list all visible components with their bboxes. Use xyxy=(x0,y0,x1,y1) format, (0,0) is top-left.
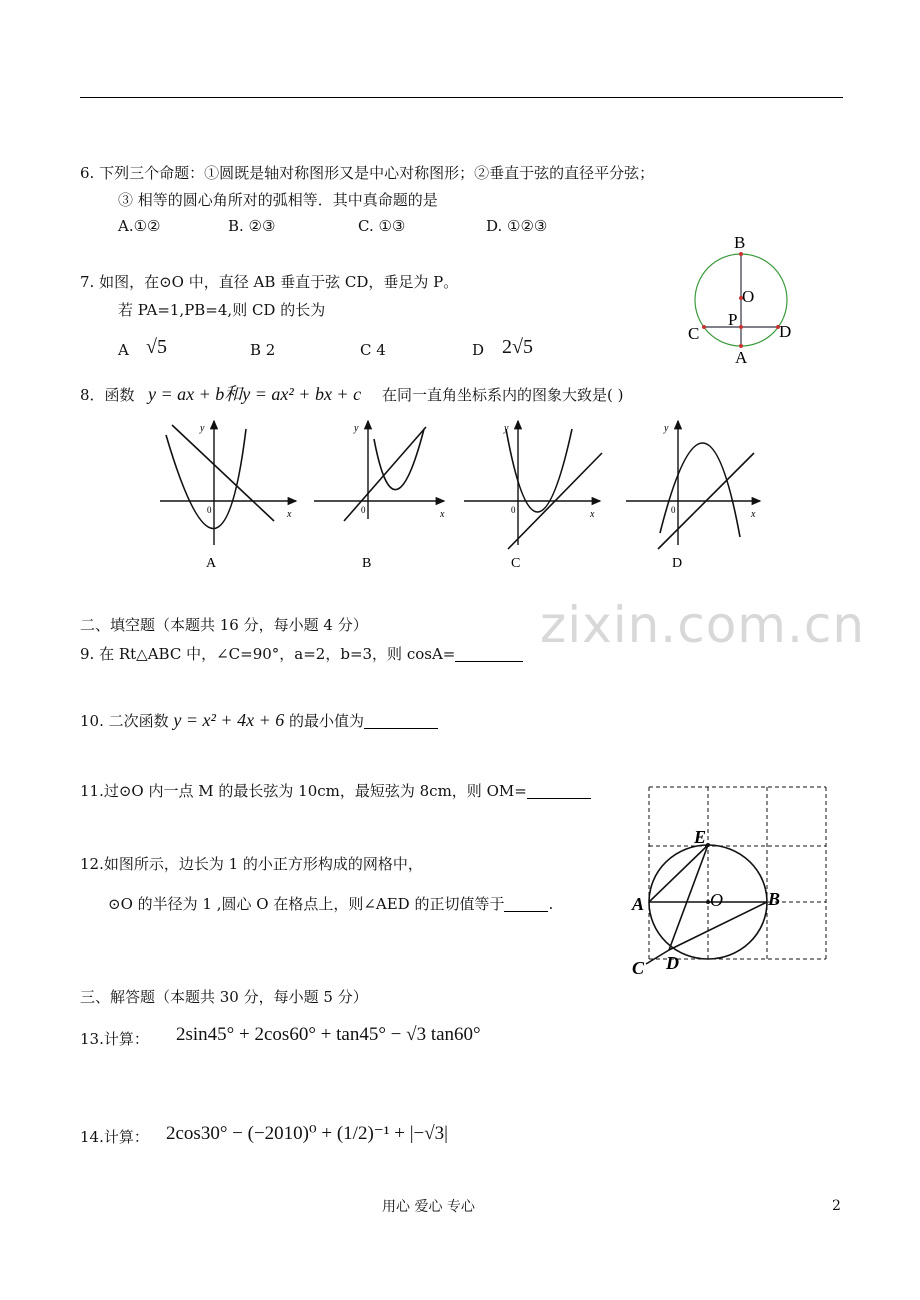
q12-text: ⊙O 的半径为 1 ,圆心 O 在格点上，则∠AED 的正切值等于 xyxy=(108,895,505,913)
q12-segment-ae xyxy=(649,845,708,902)
q7-label-a: A xyxy=(735,348,748,367)
q10-suffix: 的最小值为 xyxy=(289,712,365,730)
q7-label-p: P xyxy=(728,310,738,329)
section-3-heading: 三、解答题（本题共 30 分，每小题 5 分） xyxy=(80,988,368,1006)
q12-period: . xyxy=(548,895,554,913)
q8-d-y-label: y xyxy=(664,423,669,434)
q7-label-d: D xyxy=(779,322,792,341)
q7-option-c: C 4 xyxy=(360,341,386,359)
q7-option-a-value: √5 xyxy=(146,336,167,358)
q8-a-x-label: x xyxy=(287,509,292,520)
q12-line2 xyxy=(108,893,553,914)
q7-line1: 7. 如图，在⊙O 中，直径 AB 垂直于弦 CD，垂足为 P。 xyxy=(80,273,459,291)
section-2-heading: 二、填空题（本题共 16 分，每小题 4 分） xyxy=(80,616,368,634)
q12-answer-blank[interactable] xyxy=(504,895,548,912)
q8-graphs xyxy=(150,415,770,575)
page-number: 2 xyxy=(832,1198,841,1214)
q8-suffix: 在同一直角坐标系内的图象大致是( ) xyxy=(382,386,624,404)
q12-label-b: B xyxy=(768,889,781,909)
q14-formula: 2cos30° − (−2010)⁰ + (1/2)⁻¹ + |−√3| xyxy=(166,1123,448,1144)
q8-b-y-label: y xyxy=(354,423,359,434)
q7-label-o: O xyxy=(742,287,755,306)
q6-option-b: B. ②③ xyxy=(228,217,276,235)
q8-b-origin: 0 xyxy=(361,505,366,515)
q6-option-a: A.①② xyxy=(118,217,161,235)
q10-line xyxy=(80,710,438,731)
q12-line1: 12.如图所示，边长为 1 的小正方形构成的网格中， xyxy=(80,855,423,873)
q8-a-origin: 0 xyxy=(207,505,212,515)
q6-option-c: C. ①③ xyxy=(358,217,406,235)
q8-c-label: C xyxy=(511,556,521,571)
q6-option-d: D. ①②③ xyxy=(486,217,548,235)
q12-label-a: A xyxy=(632,894,645,914)
q8-b-x-label: x xyxy=(440,509,445,520)
q8-graph-a xyxy=(160,421,296,571)
q9-answer-blank[interactable] xyxy=(455,645,523,662)
watermark: zixin.com.cn xyxy=(540,596,866,654)
q8-formula: y = ax + b和y = ax² + bx + c xyxy=(148,384,362,404)
q8-graph-c xyxy=(464,421,602,571)
q8-b-label: B xyxy=(362,556,372,571)
q12-grid-figure xyxy=(626,782,832,978)
q7-label-b: B xyxy=(734,233,746,252)
q8-a-y-label: y xyxy=(200,423,205,434)
q13-prefix: 13.计算： xyxy=(80,1030,149,1048)
q8-c-y-label: y xyxy=(504,423,509,434)
q7-option-d-value: 2√5 xyxy=(502,336,533,358)
q8-d-x-label: x xyxy=(751,509,756,520)
q13-formula: 2sin45° + 2cos60° + tan45° − √3 tan60° xyxy=(176,1024,481,1045)
q8-d-origin: 0 xyxy=(671,505,676,515)
q8-c-origin: 0 xyxy=(511,505,516,515)
q9-line xyxy=(80,643,523,664)
q6-line2: ③ 相等的圆心角所对的弧相等．其中真命题的是 xyxy=(118,191,438,209)
q7-line2: 若 PA=1,PB=4,则 CD 的长为 xyxy=(118,301,326,319)
q11-answer-blank[interactable] xyxy=(527,782,591,799)
q9-text: 9. 在 Rt△ABC 中，∠C=90°，a=2，b=3，则 cosA= xyxy=(80,645,456,663)
q8-graph-d xyxy=(626,421,760,571)
q10-answer-blank[interactable] xyxy=(364,712,438,729)
q7-label-c: C xyxy=(688,324,700,343)
footer-center: 用心 爱心 专心 xyxy=(382,1199,475,1215)
q10-prefix: 10. 二次函数 xyxy=(80,712,169,730)
q12-label-e: E xyxy=(694,827,707,847)
q8-a-label: A xyxy=(206,556,217,571)
q7-option-d-letter: D xyxy=(472,341,485,359)
q8-prefix: 8．函数 xyxy=(80,386,135,404)
q8-graph-b xyxy=(314,421,445,571)
q12-label-o: O xyxy=(710,890,723,910)
q8-c-x-label: x xyxy=(590,509,595,520)
q7-option-b: B 2 xyxy=(250,341,276,359)
header-rule xyxy=(80,97,843,98)
q7-point-p xyxy=(739,325,743,329)
q11-line xyxy=(80,780,591,801)
q10-formula: y = x² + 4x + 6 xyxy=(173,710,285,730)
q7-point-c xyxy=(702,325,706,329)
q12-label-c: C xyxy=(632,958,645,978)
q12-label-d: D xyxy=(666,953,679,973)
q7-circle-figure xyxy=(680,228,800,378)
q7-option-a-letter: A xyxy=(118,341,129,359)
q12-point-e xyxy=(706,843,710,847)
q7-point-b xyxy=(739,252,743,256)
q8-d-label: D xyxy=(672,556,683,571)
q14-prefix: 14.计算： xyxy=(80,1128,149,1146)
q6-line1: 6. 下列三个命题：①圆既是轴对称图形又是中心对称图形；②垂直于弦的直径平分弦； xyxy=(80,164,655,182)
q11-text: 11.过⊙O 内一点 M 的最长弦为 10cm，最短弦为 8cm，则 OM= xyxy=(80,782,527,800)
